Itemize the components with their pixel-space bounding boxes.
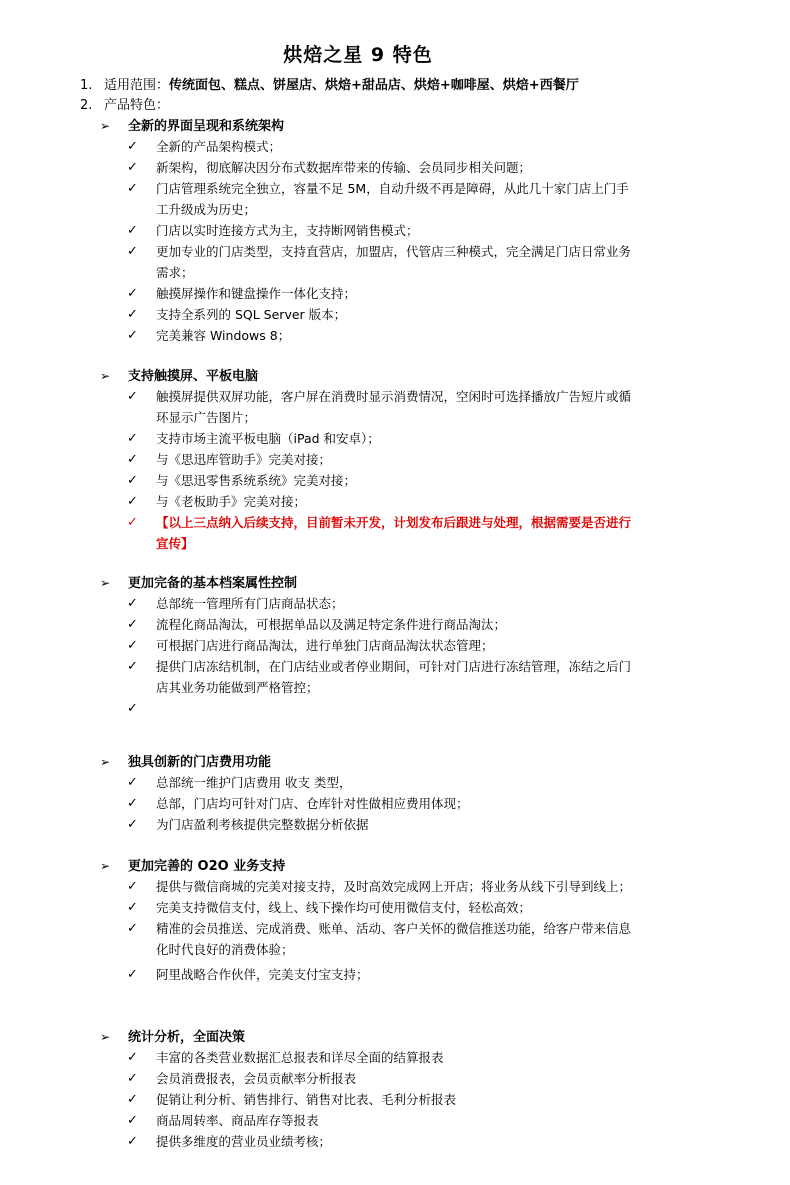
list-item (100, 772, 636, 793)
checkmark-icon: ✓ (127, 223, 138, 238)
list-item (100, 1068, 636, 1089)
list-item (100, 1131, 636, 1152)
list-item-text: 总部统一维护门店费用 收支 类型， (156, 775, 352, 790)
list-item-text: 提供与微信商城的完美对接支持，及时高效完成网上开店；将业务从线下引导到线上； (156, 879, 632, 894)
list-item (100, 428, 636, 449)
list-item-note (100, 512, 636, 554)
list-item-text: 与《思迅零售系统系统》完美对接； (156, 473, 357, 488)
list-item (100, 386, 636, 428)
list-item-text: 阿里战略合作伙伴，完美支付宝支持； (156, 967, 369, 982)
section-o2o (100, 856, 660, 985)
list-item-text: 【以上三点纳入后续支持，目前暂未开发，计划发布后跟进与处理，根据需要是否进行宣传】 (156, 515, 632, 551)
list-item (100, 178, 636, 220)
section-heading (100, 752, 660, 772)
list-item-text: 更加专业的门店类型，支持直营店，加盟店，代管店三种模式，完全满足门店日常业务需求； (156, 244, 632, 280)
checkmark-icon: ✓ (127, 515, 138, 530)
checkmark-icon: ✓ (127, 1071, 138, 1086)
section-heading-text: 统计分析，全面决策 (128, 1030, 246, 1045)
list-item (100, 918, 636, 960)
section-architecture (100, 116, 660, 346)
list-item-text: 促销让利分析、销售排行、销售对比表、毛利分析报表 (156, 1092, 457, 1107)
list-item (100, 449, 636, 470)
list-item-text: 可根据门店进行商品淘汰，进行单独门店商品淘汰状态管理； (156, 638, 494, 653)
checkmark-icon: ✓ (127, 1113, 138, 1128)
section-heading-text: 更加完善的 O2O 业务支持 (128, 859, 286, 874)
list-item (100, 136, 636, 157)
top-item-number: 1. (80, 78, 93, 93)
arrow-bullet-icon: ➢ (100, 369, 111, 383)
checkmark-icon: ✓ (127, 452, 138, 467)
section-heading (100, 1027, 660, 1047)
list-item-text: 完美兼容 Windows 8； (156, 328, 291, 343)
checkmark-icon: ✓ (127, 181, 138, 196)
checkmark-icon: ✓ (127, 775, 138, 790)
checkmark-icon: ✓ (127, 796, 138, 811)
section-heading (100, 856, 660, 876)
list-item-text: 支持全系列的 SQL Server 版本； (156, 307, 347, 322)
list-item (100, 1047, 636, 1068)
checkmark-icon: ✓ (127, 617, 138, 632)
checkmark-icon: ✓ (127, 659, 138, 674)
list-item (100, 593, 636, 614)
list-item-text: 新架构，彻底解决因分布式数据库带来的传输、会员同步相关问题； (156, 160, 532, 175)
list-item-text: 会员消费报表，会员贡献率分析报表 (156, 1071, 357, 1086)
list-item-text: 总部统一管理所有门店商品状态； (156, 596, 344, 611)
list-item-text: 触摸屏操作和键盘操作一体化支持； (156, 286, 357, 301)
top-item-label: 产品特色： (104, 98, 170, 113)
top-item-scope (80, 76, 579, 96)
checkmark-icon: ✓ (127, 638, 138, 653)
list-item (100, 157, 636, 178)
section-heading-text: 全新的界面呈现和系统架构 (128, 119, 285, 134)
arrow-bullet-icon: ➢ (100, 1030, 111, 1044)
list-item-text: 门店管理系统完全独立，容量不足 5M，自动升级不再是障碍，从此几十家门店上门手工升级成为历史； (156, 181, 629, 217)
list-item (100, 491, 636, 512)
section-heading (100, 116, 660, 136)
section-heading (100, 573, 660, 593)
list-item-text: 触摸屏提供双屏功能，客户屏在消费时显示消费情况，空闲时可选择播放广告短片或循环显示广告图片； (156, 389, 632, 425)
section-heading (100, 366, 660, 386)
top-item-value: 传统面包、糕点、饼屋店、烘焙+甜品店、烘焙+咖啡屋、烘焙+西餐厅 (169, 78, 579, 93)
list-item (100, 1089, 636, 1110)
checkmark-icon: ✓ (127, 328, 138, 343)
arrow-bullet-icon: ➢ (100, 576, 111, 590)
section-archive-control (100, 573, 660, 719)
list-item-text: 为门店盈利考核提供完整数据分析依据 (156, 817, 369, 832)
checkmark-icon: ✓ (127, 967, 138, 982)
section-heading-text: 支持触摸屏、平板电脑 (128, 369, 259, 384)
list-item-text: 商品周转率、商品库存等报表 (156, 1113, 319, 1128)
top-item-label: 适用范围： (104, 78, 170, 93)
list-item-text: 流程化商品淘汰，可根据单品以及满足特定条件进行商品淘汰； (156, 617, 507, 632)
list-item (100, 656, 636, 698)
arrow-bullet-icon: ➢ (100, 859, 111, 873)
checkmark-icon: ✓ (127, 879, 138, 894)
section-heading-text: 更加完备的基本档案属性控制 (128, 576, 298, 591)
checkmark-icon: ✓ (127, 817, 138, 832)
section-touchscreen (100, 366, 660, 554)
list-item (100, 814, 636, 835)
checkmark-icon: ✓ (127, 1092, 138, 1107)
section-heading-text: 独具创新的门店费用功能 (128, 755, 272, 770)
checkmark-icon: ✓ (127, 900, 138, 915)
document-title: 烘焙之星 9 特色 (283, 44, 433, 66)
list-item-text: 提供门店冻结机制，在门店结业或者停业期间，可针对门店进行冻结管理，冻结之后门店其业务功能做到严格管控； (156, 659, 632, 695)
list-item-text: 门店以实时连接方式为主，支持断网销售模式； (156, 223, 419, 238)
top-item-number: 2. (80, 98, 93, 113)
arrow-bullet-icon: ➢ (100, 119, 111, 133)
list-item-text: 精准的会员推送、完成消费、账单、活动、客户关怀的微信推送功能，给客户带来信息化时代良好的消费体验； (156, 921, 632, 957)
section-statistics (100, 1027, 660, 1152)
checkmark-icon: ✓ (127, 701, 138, 716)
checkmark-icon: ✓ (127, 596, 138, 611)
checkmark-icon: ✓ (127, 494, 138, 509)
list-item (100, 897, 636, 918)
list-item (100, 614, 636, 635)
list-item (100, 470, 636, 491)
list-item (100, 1110, 636, 1131)
list-item (100, 876, 636, 897)
checkmark-icon: ✓ (127, 431, 138, 446)
checkmark-icon: ✓ (127, 921, 138, 936)
checkmark-icon: ✓ (127, 473, 138, 488)
list-item-text: 完美支持微信支付，线上、线下操作均可使用微信支付，轻松高效； (156, 900, 532, 915)
list-item-text: 与《老板助手》完美对接； (156, 494, 307, 509)
checkmark-icon: ✓ (127, 307, 138, 322)
section-store-expenses (100, 752, 660, 835)
list-item-text: 提供多维度的营业员业绩考核； (156, 1134, 332, 1149)
list-item (100, 635, 636, 656)
list-item (100, 220, 636, 241)
list-item (100, 964, 636, 985)
list-item-text: 与《思迅库管助手》完美对接； (156, 452, 332, 467)
checkmark-icon: ✓ (127, 286, 138, 301)
list-item-text: 丰富的各类营业数据汇总报表和详尽全面的结算报表 (156, 1050, 444, 1065)
checkmark-icon: ✓ (127, 389, 138, 404)
checkmark-icon: ✓ (127, 139, 138, 154)
top-item-features (80, 96, 169, 116)
checkmark-icon: ✓ (127, 244, 138, 259)
list-item-text: 全新的产品架构模式； (156, 139, 282, 154)
arrow-bullet-icon: ➢ (100, 755, 111, 769)
list-item (100, 241, 636, 283)
list-item (100, 304, 636, 325)
list-item (100, 283, 636, 304)
list-item (100, 325, 636, 346)
list-item-empty (100, 698, 636, 719)
checkmark-icon: ✓ (127, 160, 138, 175)
checkmark-icon: ✓ (127, 1134, 138, 1149)
list-item-text: 总部，门店均可针对门店、仓库针对性做相应费用体现； (156, 796, 469, 811)
list-item-text: 支持市场主流平板电脑（iPad 和安卓）； (156, 431, 380, 446)
checkmark-icon: ✓ (127, 1050, 138, 1065)
list-item (100, 793, 636, 814)
